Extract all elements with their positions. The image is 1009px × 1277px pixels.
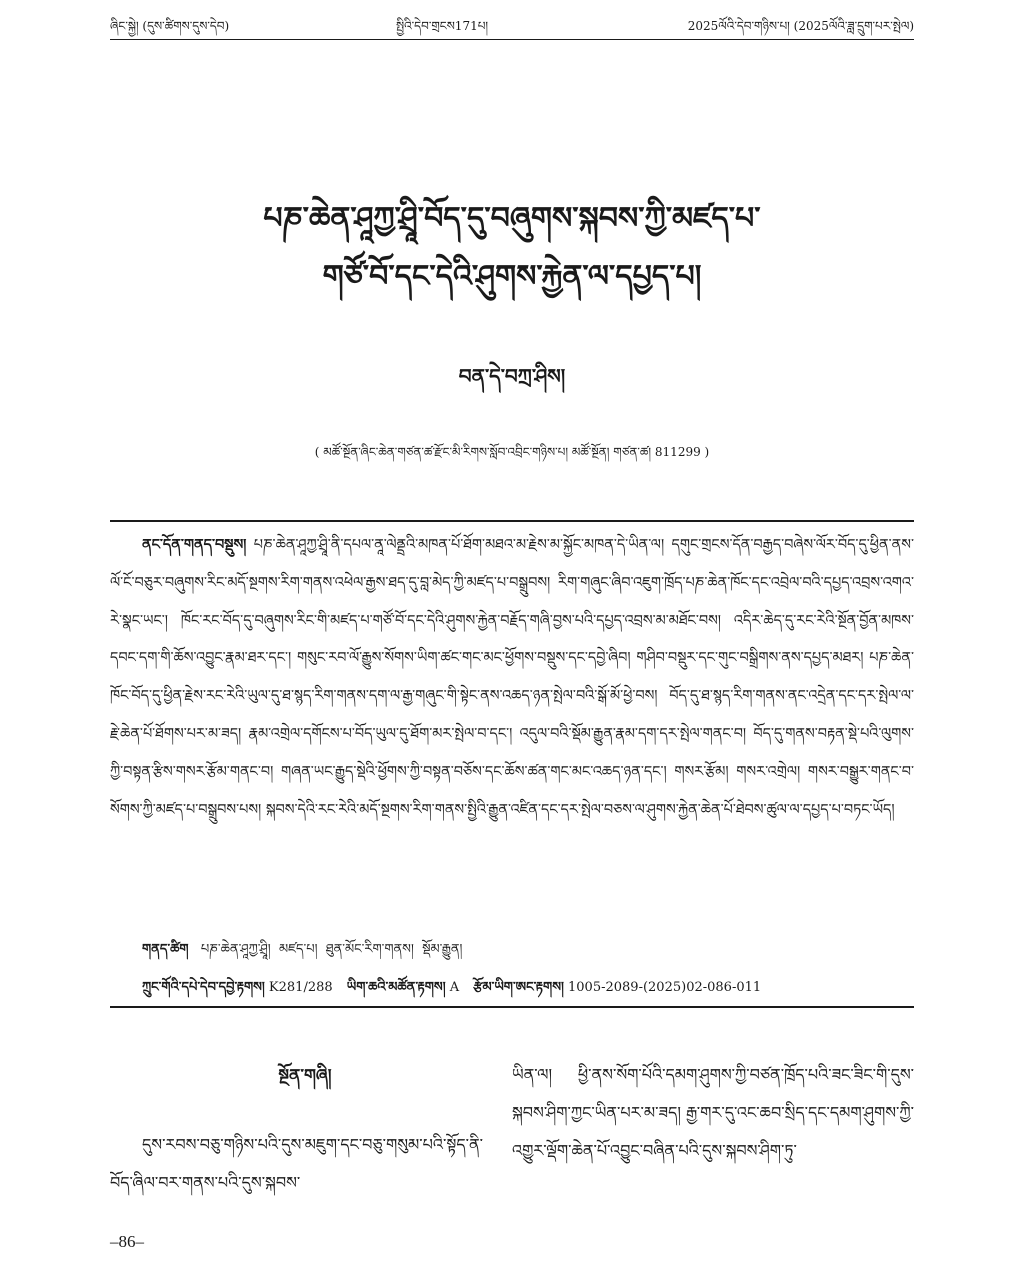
keyword: མཛད་པ། (278, 942, 318, 957)
classification-info (142, 974, 914, 1002)
article-id-label: རྩོམ་ཡིག་ཨང་རྟགས། (473, 980, 564, 995)
title-line-2: གཙོ་བོ་དང་དེའི་ཤུགས་རྐྱེན་ལ་དཔྱད་པ། (322, 259, 702, 294)
abstract-label: ནང་དོན་གནད་བསྡུས། (142, 536, 247, 553)
author-affiliation: ( མཚོ་སྔོན་ཞིང་ཆེན་གཙན་ཚ་རྫོང་མི་རིགས་སློབ་འབྲིང་གཉིས་པ། མཚོ་སྔོན། གཙན་ཚ། 811299 ) (314, 445, 710, 459)
section-heading: སྔོན་གཞི། (278, 1066, 332, 1086)
abstract-top-rule (110, 520, 914, 522)
keyword: སྡོམ་རྒྱུན། (422, 942, 463, 957)
author-name: བན་དེ་བཀྲ་ཤིས། (458, 364, 566, 388)
body-column-right (512, 1056, 914, 1216)
doc-code-value: A (449, 980, 460, 995)
body-text-right: ཡིན་ལ། ཕྱི་ནས་སོག་པོའི་དམག་ཤུགས་ཀྱི་བཙན་ཁྲོད་པའི་ཟང་ཟིང་གི་དུས་སྐབས་ཤིག་ཀྱང་ཡིན་པར་མ་ཟད། རྒྱ་གར་དུ་འང་ཆབ་སྲིད་དང་དམག་ཤུགས་ཀྱི་འགྱུར་ལྡོག་ཆེན་པོ་འབྱུང་བཞིན་པའི་དུས་སྐབས་ཤིག་ཏུ་ (512, 1065, 914, 1160)
header-rule (110, 39, 914, 40)
title-line-1: པཎ་ཆེན་ཤཱཀྱ་ཤྲཱི་བོད་དུ་བཞུགས་སྐབས་ཀྱི་མཛད་པ་ (263, 201, 761, 236)
doc-code-label: ཡིག་ཆའི་མཚོན་རྟགས། (346, 980, 446, 995)
keyword: ཐུན་མོང་རིག་གནས། (325, 942, 414, 957)
article-title (120, 190, 904, 306)
abstract-text: པཎ་ཆེན་ཤཱཀྱ་ཤྲཱི་ནི་དཔལ་ནཱ་ལེནྡྲའི་མཁན་པོ་ཐོག་མཐའ་མ་རྗེས་མ་སྐྱོང་མཁན་དེ་ཡིན་ལ། དགུང་གྲངས་དོན་བརྒྱད་བཞེས་ལོར་བོད་དུ་ཕྱིན་ནས་ལོ་ངོ་བཅུར་བཞུགས་རིང་མདོ་སྔགས་རིག་གནས་འཕེལ་རྒྱས་ཐད་དུ་བླ་མེད་ཀྱི་མཛད་པ་བསྒྲུབས། རིག་གཞུང་ཞིབ་འཇུག་ཁྲོད་པཎ་ཆེན་ཁོང་དང་འབྲེལ་བའི་དཔྱད་འབྲས་འགའ་རེ་སྣང་ཡང་། ཁོང་རང་བོད་དུ་བཞུགས་རིང་གི་མཛད་པ་གཙོ་བོ་དང་དེའི་ཤུགས་རྐྱེན་བརྗོད་གཞི་བྱས་པའི་དཔྱད་འབྲས་མ་མཐོང་བས། འདིར་ཆེད་དུ་རང་རེའི་སྔོན་བྱོན་མཁས་དབང་དག་གི་ཆོས་འབྱུང་རྣམ་ཐར་དང་། གསུང་རབ་ལོ་རྒྱུས་སོགས་ཡིག་ཚང་གང་མང་ཕྱོགས་བསྡུས་དང་དབྱེ་ཞིབ། གཤིབ་བསྡུར་དང་གུང་བསྒྲིགས་ནས་དཔྱད་མཐར། པཎ་ཆེན་ཁོང་བོད་དུ་ཕྱིན་རྗེས་རང་རེའི་ཡུལ་དུ་ཐ་སྙད་རིག་གནས་དག་ལ་རྒྱ་གཞུང་གི་སྟེང་ནས་འཆད་ཉན་སྤེལ་བའི་སྒོ་མོ་ཕྱེ་བས། བོད་དུ་ཐ་སྙད་རིག་གནས་ནང་འདྲེན་དང་དར་སྤེལ་ལ་རྗེ་ཆེན་པོ་ཐོགས་པར་མ་ཟད། རྣམ་འགྲེལ་དགོངས་པ་བོད་ཡུལ་དུ་ཐོག་མར་སྤེལ་བ་དང་། འདུལ་བའི་སྡོམ་རྒྱུན་རྣམ་དག་དར་སྤེལ་གནང་བ། བོད་དུ་གནས་བརྟན་སྡེ་པའི་ལུགས་ཀྱི་བསྟན་རྩིས་གསར་རྩོམ་གནང་བ། གཞན་ཡང་རྒྱུད་སྡེའི་ཕྱོགས་ཀྱི་བསྟན་བཅོས་དང་ཆོས་ཚན་གང་མང་འཆད་ཉན་དང་། གསར་རྩོམ། གསར་འགྲེལ། གསར་བསྒྱུར་གནང་བ་སོགས་ཀྱི་མཛད་པ་བསྒྲུབས་པས། སྐབས་དེའི་རང་རེའི་མདོ་སྔགས་རིག་གནས་སྤྱིའི་རྒྱུན་འཛིན་དང་དར་སྤེལ་བཅས་ལ་ཤུགས་རྐྱེན་ཆེན་པོ་ཐེབས་ཚུལ་ལ་དཔྱད་པ་བཏང་ཡོད། (110, 537, 914, 818)
clc-label: ཀྲུང་གོའི་དཔེ་དེབ་དབྱེ་རྟགས། (142, 980, 265, 995)
journal-name: ཞིང་སྐྱེ། (དུས་ཚིགས་དུས་དེབ) (110, 19, 230, 33)
keywords-label: གནད་ཚིག (142, 942, 189, 957)
article-id-value: 1005-2089-(2025)02-086-011 (568, 980, 762, 995)
clc-value: K281/288 (268, 980, 333, 995)
abstract-bottom-rule (110, 1006, 914, 1008)
issue-total-number: སྤྱིའི་དེབ་གྲངས171པ། (396, 19, 489, 33)
page-number: –86– (110, 1232, 144, 1251)
keywords (142, 936, 914, 964)
body-column-left (110, 1056, 500, 1216)
body-text-left: དུས་རབས་བཅུ་གཉིས་པའི་དུས་མཇུག་དང་བཅུ་གསུམ་པའི་སྟོད་ནི་བོད་ཞིལ་བར་གནས་པའི་དུས་སྐབས་ (110, 1135, 483, 1192)
running-head (110, 14, 914, 38)
issue-date: 2025ལོའི་དེབ་གཉིས་པ། (2025ལོའི་ཟླ་དྲུག་པར་སྤེལ) (687, 19, 914, 33)
abstract (110, 526, 914, 921)
keyword: པཎ་ཆེན་ཤཱཀྱ་ཤྲཱི། (200, 942, 271, 957)
